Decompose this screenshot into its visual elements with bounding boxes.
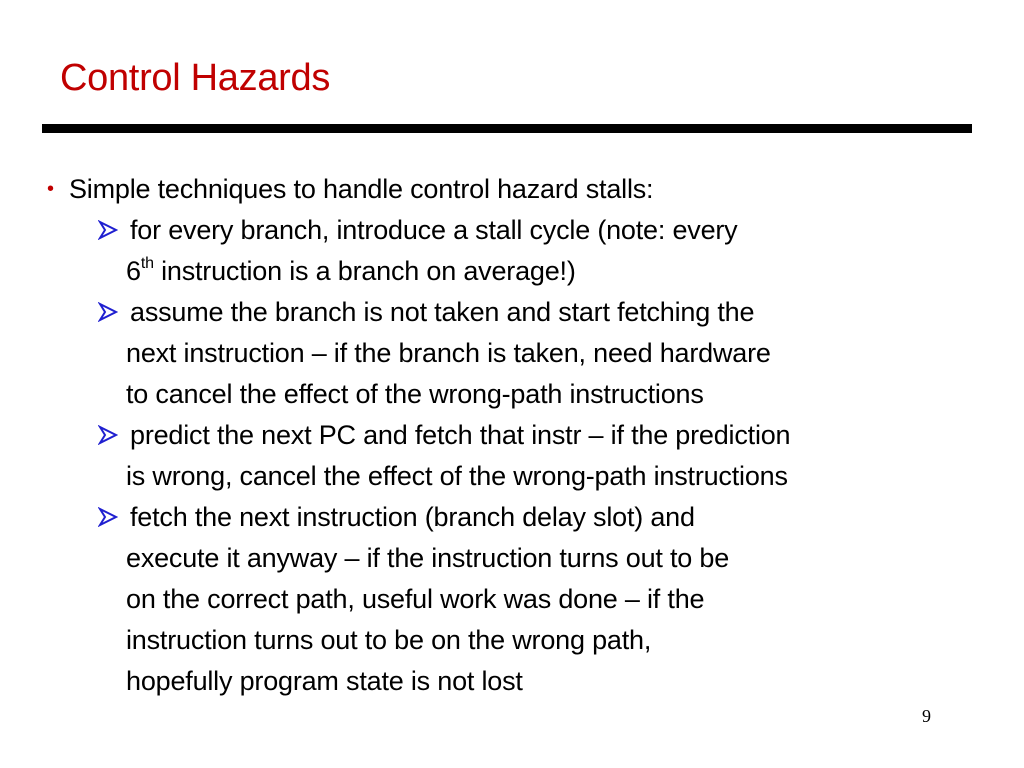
subitem-line: assume the branch is not taken and start fetching the bbox=[130, 297, 755, 327]
subitem-1 bbox=[0, 211, 1000, 249]
subitem-line: hopefully program state is not lost bbox=[126, 666, 523, 696]
subitem-2 bbox=[0, 293, 1000, 331]
subitem-line: to cancel the effect of the wrong-path instructions bbox=[126, 379, 704, 409]
subitem-line: next instruction – if the branch is taken, need hardware bbox=[126, 338, 771, 368]
arrow-bullet-icon bbox=[98, 507, 118, 527]
subitem-line: 6th instruction is a branch on average!) bbox=[126, 255, 576, 286]
title-divider bbox=[42, 124, 972, 133]
bullet-dot-icon: • bbox=[47, 178, 54, 200]
subitem-4 bbox=[0, 498, 1000, 536]
page-number: 9 bbox=[922, 706, 931, 726]
subitem-line: instruction turns out to be on the wrong path, bbox=[126, 625, 652, 655]
arrow-bullet-icon bbox=[98, 220, 118, 240]
subitem-line: for every branch, introduce a stall cycle (note: every bbox=[130, 215, 738, 245]
subitem-line: predict the next PC and fetch that instr – if the prediction bbox=[130, 420, 791, 450]
subitem-line: is wrong, cancel the effect of the wrong-path instructions bbox=[126, 461, 788, 491]
subitem-line: fetch the next instruction (branch delay slot) and bbox=[130, 502, 695, 532]
subitem-3 bbox=[0, 416, 1000, 454]
bullet-text: Simple techniques to handle control hazard stalls: bbox=[69, 174, 654, 204]
subitem-line: on the correct path, useful work was done – if the bbox=[126, 584, 705, 614]
subitem-line: execute it anyway – if the instruction turns out to be bbox=[126, 543, 730, 573]
arrow-bullet-icon bbox=[98, 302, 118, 322]
arrow-bullet-icon bbox=[98, 425, 118, 445]
slide-title: Control Hazards bbox=[60, 57, 331, 99]
